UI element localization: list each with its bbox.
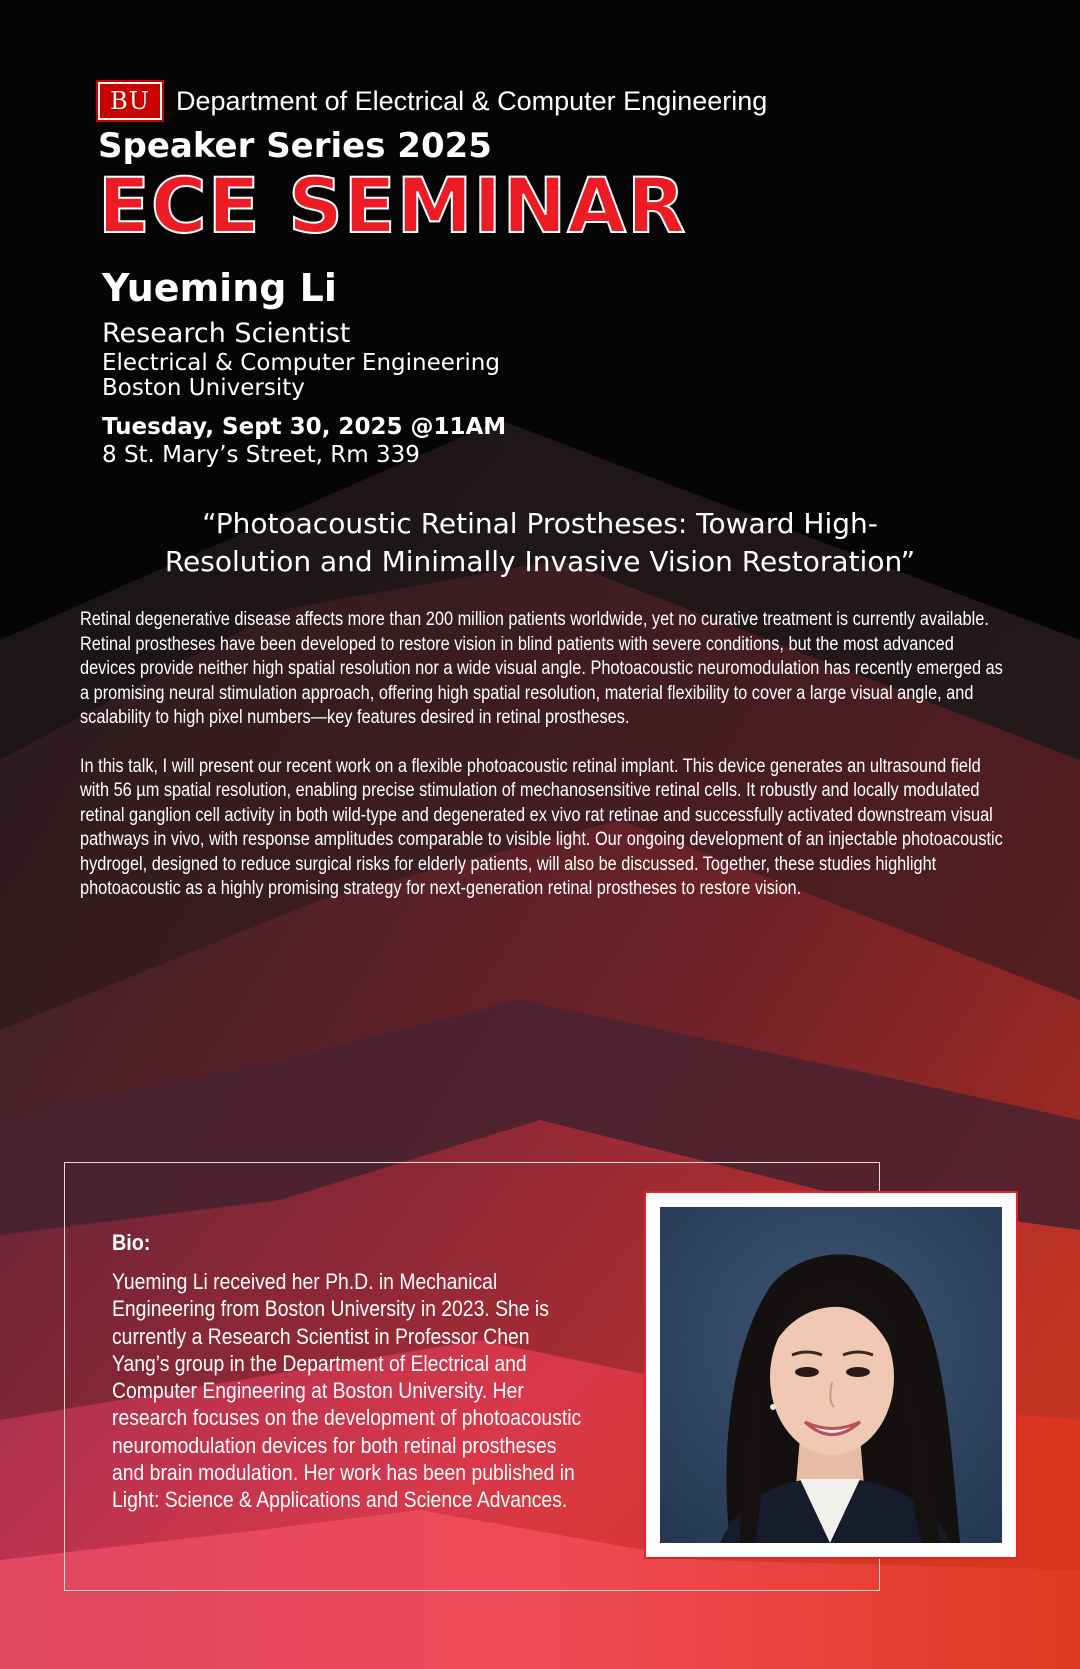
series-title: Speaker Series 2025 <box>98 126 492 166</box>
abstract <box>80 608 1009 926</box>
portrait-illustration <box>660 1207 1002 1543</box>
speaker-department: Electrical & Computer Engineering <box>102 350 500 376</box>
talk-title-line-1: “Photoacoustic Retinal Prostheses: Toward High- <box>202 507 878 540</box>
talk-title-line-2: Resolution and Minimally Invasive Vision Restoration” <box>164 545 916 578</box>
abstract-paragraph-1: Retinal degenerative disease affects more than 200 million patients worldwide, yet no curative treatment is currently available. Retinal prostheses have been developed to restore vision in blind patients with severe conditions, but the most advanced devices provide neither high spatial resolution nor a wide visual angle. Photoacoustic neuromodulation has recently emerged as a promising neural stimulation approach, offering high spatial resolution, material flexibility to cover a large visual angle, and scalability to high pixel numbers—key features desired in retinal prostheses. <box>80 609 1003 728</box>
speaker-title: Research Scientist <box>102 318 351 349</box>
talk-title <box>40 505 1040 581</box>
seminar-heading: ECE SEMINAR <box>98 161 687 250</box>
speaker-university: Boston University <box>102 375 305 401</box>
event-date-time: Tuesday, Sept 30, 2025 @11AM <box>102 414 507 440</box>
department-name: Department of Electrical & Computer Engineering <box>176 85 768 116</box>
bio-text: Yueming Li received her Ph.D. in Mechanical Engineering from Boston University in 2023. She is currently a Research Scientist in Professor Chen Yang’s group in the Department of Electrical and Computer Engineering at Boston University. Her research focuses on the development of photoacoustic neuromodulation devices for both retinal prostheses and brain modulation. Her work has been published in Light: Science & Applications and Science Advances. <box>112 1269 582 1513</box>
abstract-paragraph-2: In this talk, I will present our recent work on a flexible photoacoustic retinal implant. This device generates an ultrasound field with 56 µm spatial resolution, enabling precise stimulation of mechanosensitive retinal cells. It robustly and locally modulated retinal ganglion cell activity in both wild-type and degenerated ex vivo rat retinae and successfully activated downstream visual pathways in vivo, with response amplitudes comparable to visible light. Our ongoing development of an injectable photoacoustic hydrogel, designed to reduce surgical risks for elderly patients, will also be discussed. Together, these studies highlight photoacoustic as a highly promising strategy for next-generation retinal prostheses to restore vision. <box>80 755 1003 899</box>
speaker-photo-frame <box>644 1191 1018 1559</box>
event-location: 8 St. Mary’s Street, Rm 339 <box>102 442 420 468</box>
speaker-name: Yueming Li <box>102 266 337 310</box>
bu-logo: BU <box>98 82 162 120</box>
speaker-photo <box>660 1207 1002 1543</box>
bio-label: Bio: <box>112 1230 151 1255</box>
header <box>98 82 767 120</box>
